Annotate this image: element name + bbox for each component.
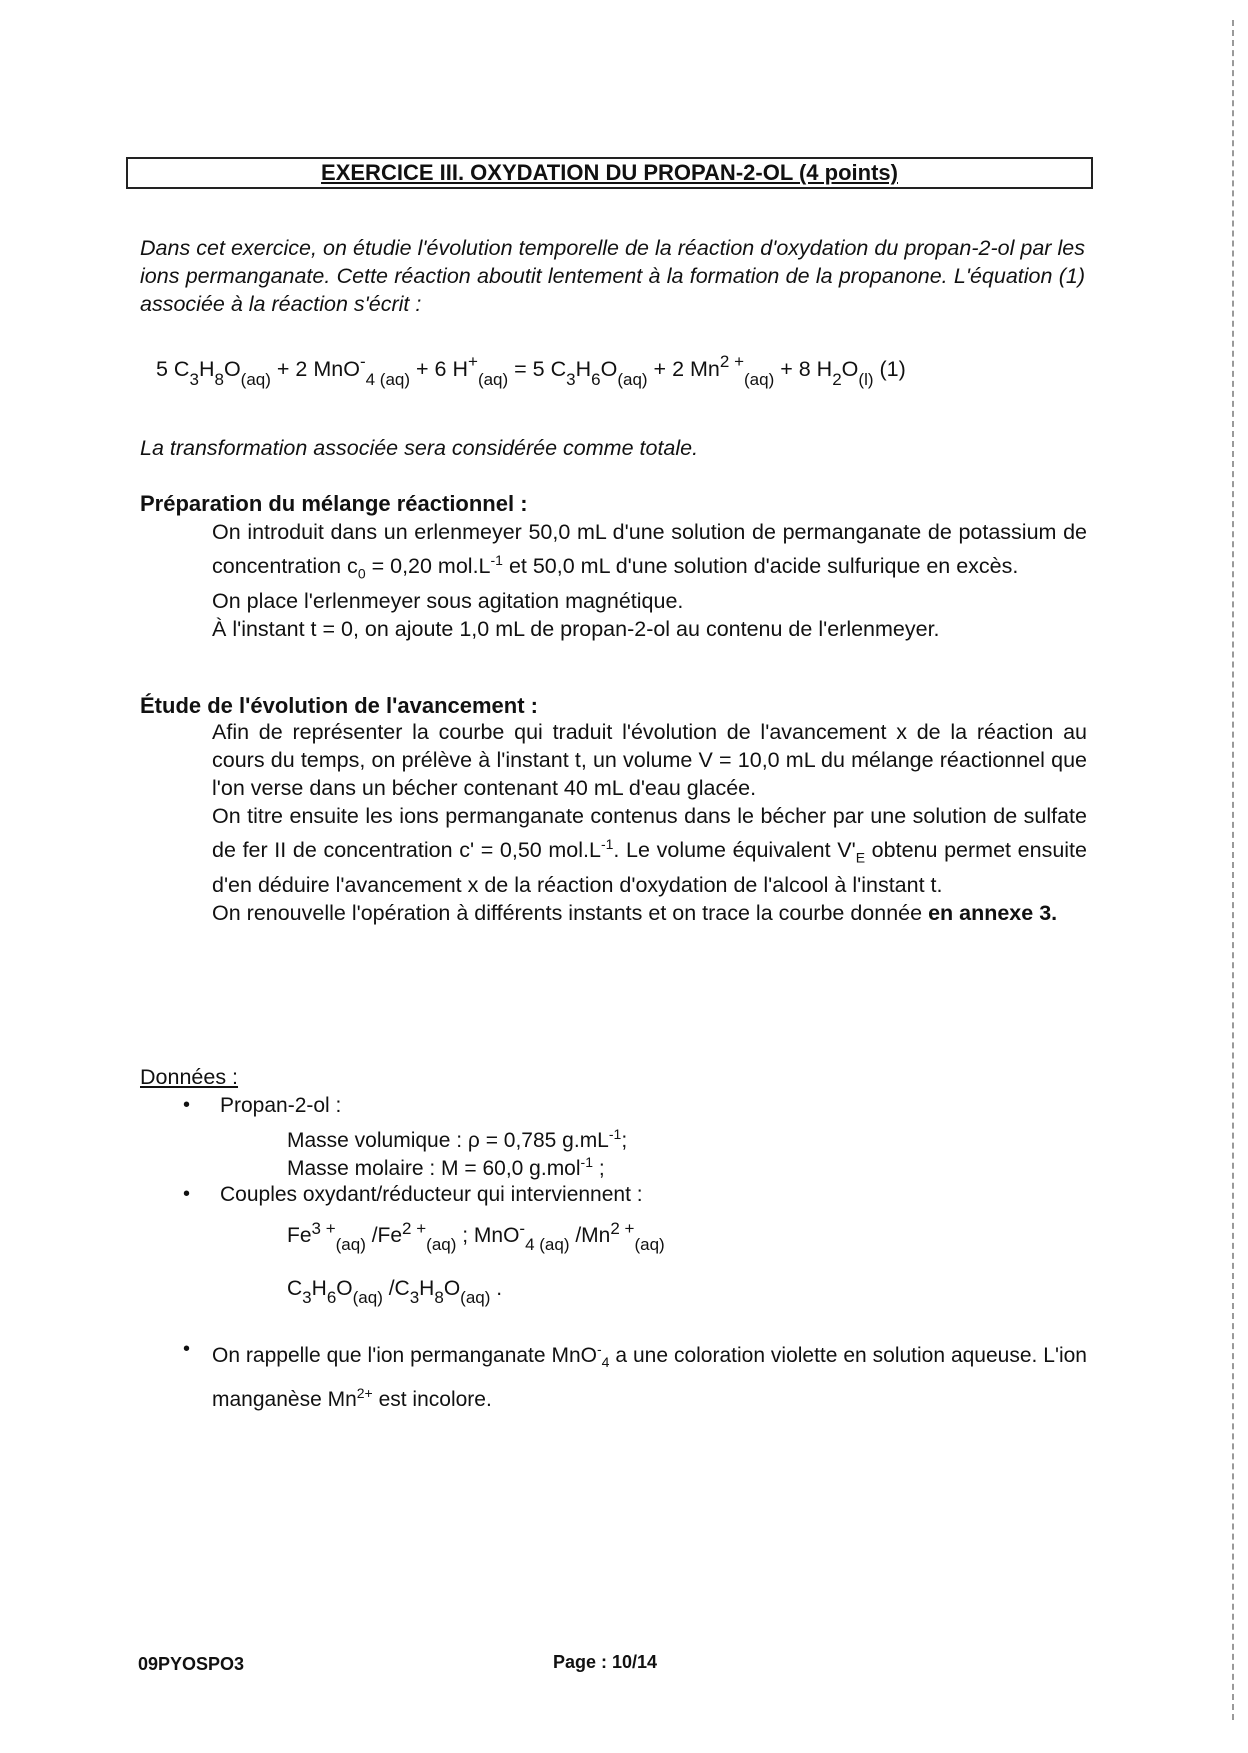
reaction-equation: 5 $C_3H_8O_{(aq)} + 2$ MnO-$_{4 (aq)}$ + 6 $H^+_{(aq)} = 5$ $C_3H_6O_{(aq)} + 2$ $Mn^{2 +}_{(aq)} + 8$ $H_2O_{(l)}$ (1)	[156, 352, 906, 389]
redox-couples-line-2: $C_3H_6O_{(aq)}$ $/C_3H_8O_{(aq)}$ .	[287, 1277, 503, 1307]
etude-paragraph-2: On titre ensuite les ions permanganate contenus dans le bécher par une solution de sulfate de fer II de concentration c' = 0,50 $mol.L^{-1}$. Le volume équivalent $V'_E$ obtenu permet ensuite d'en déduire l'avancement x de la réaction d'oxydation de l'alcool à l'instant t.	[212, 804, 1087, 898]
etude-paragraph-3: On renouvelle l'opération à différents instants et on trace la courbe donnée en annexe 3.	[212, 901, 1058, 926]
masse-volumique: Masse volumique : ρ = 0,785 $g.mL^{-1}$;	[287, 1126, 628, 1152]
exercise-title: EXERCICE III. OXYDATION DU PROPAN-2-OL (4 points)	[321, 160, 898, 185]
preparation-line-2: On place l'erlenmeyer sous agitation magnétique.	[212, 589, 684, 614]
preparation-heading: Préparation du mélange réactionnel :	[140, 491, 528, 516]
etude-text	[212, 718, 1087, 927]
propanol-label: Propan-2-ol :	[220, 1094, 342, 1117]
total-transformation-note: La transformation associée sera considérée comme totale.	[140, 436, 699, 460]
redox-couples-line-1: $Fe^{3 +}_{(aq)}$ $/Fe^{2 +}_{(aq)}$ ; MnO-$_{4 (aq)}$ $/Mn^{2 +}_{(aq)}$	[287, 1219, 665, 1254]
intro-paragraph: Dans cet exercice, on étudie l'évolution temporelle de la réaction d'oxydation du propan-2-ol par les ions permanganate. Cette réaction aboutit lentement à la formation de la propanone. L'équation (1) associée à la réaction s'écrit :	[140, 236, 1085, 316]
etude-paragraph-1: Afin de représenter la courbe qui traduit l'évolution de l'avancement x de la réaction au cours du temps, on prélève à l'instant t, un volume V = 10,0 mL du mélange réactionnel que l'on verse dans un bécher contenant 40 mL d'eau glacée.	[212, 720, 1087, 800]
preparation-text	[212, 518, 1087, 643]
permanganate-reminder: On rappelle que l'ion permanganate MnO-$_4$ a une coloration violette en solution aqueuse. L'ion manganèse $Mn^{2+}$ est incolore.	[212, 1341, 1087, 1412]
masse-molaire: Masse molaire : M = 60,0 g.mol$^{-1}$ ;	[287, 1154, 605, 1180]
bullet-icon: •	[183, 1338, 191, 1360]
footer-code: 09PYOSPO3	[138, 1654, 245, 1674]
bullet-icon: •	[183, 1094, 191, 1116]
preparation-line-3: À l'instant t = 0, on ajoute 1,0 mL de propan-2-ol au contenu de l'erlenmeyer.	[212, 617, 940, 642]
exercise-title-box	[126, 157, 1093, 189]
scan-edge-line	[1232, 20, 1234, 1720]
footer-page-number: Page : 10/14	[553, 1652, 658, 1672]
etude-heading: Étude de l'évolution de l'avancement :	[140, 693, 538, 718]
preparation-line-1: On introduit dans un erlenmeyer 50,0 mL d'une solution de permanganate de potassium de concentration $c_0 = 0,20$ $mol.L^{-1}$ et 50,0 mL d'une solution d'acide sulfurique en excès.	[212, 520, 1087, 582]
bullet-icon: •	[183, 1183, 191, 1205]
donnees-heading: Données :	[140, 1065, 239, 1089]
couples-label: Couples oxydant/réducteur qui interviennent :	[220, 1183, 643, 1206]
